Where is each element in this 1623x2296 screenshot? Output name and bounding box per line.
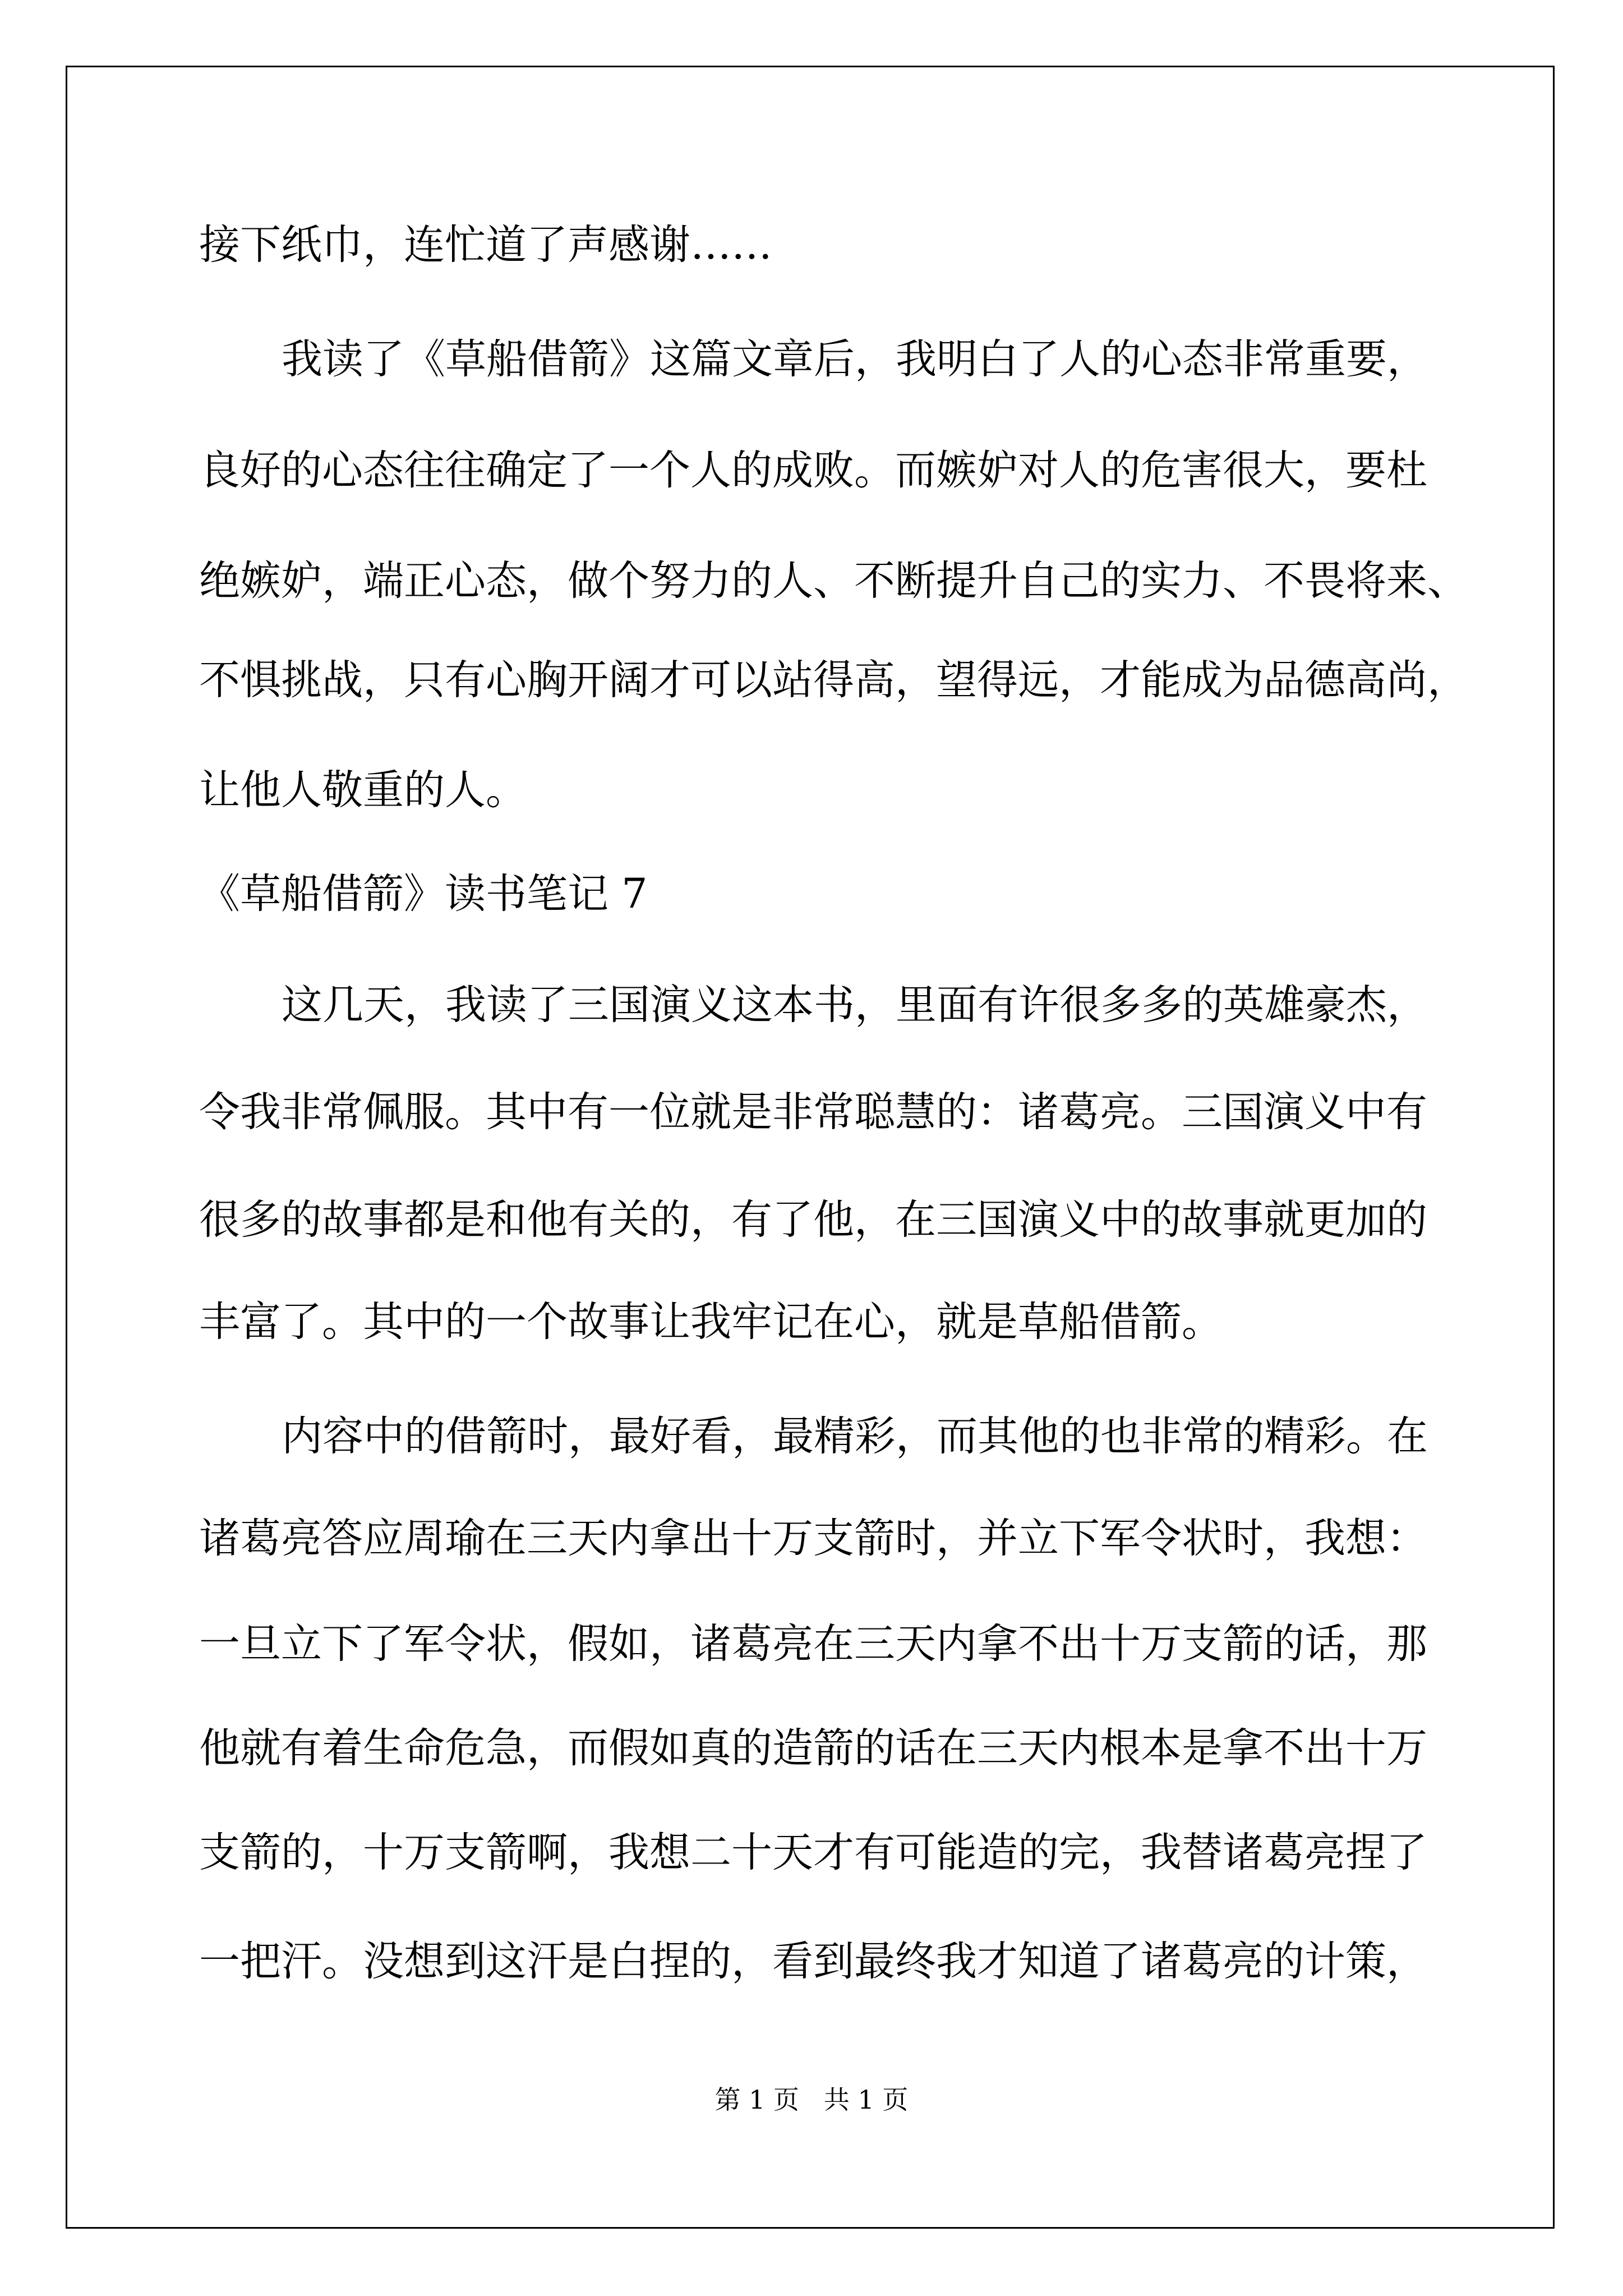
text-line-6: 让他人敬重的人。 [199,766,527,814]
page-number-footer: 第 1 页 共 1 页 [714,2085,909,2115]
text-line-9: 很多的故事都是和他有关的，有了他，在三国演义中的故事就更加的 [199,1196,1427,1244]
text-line-3: 良好的心态往往确定了一个人的成败。而嫉妒对人的危害很大，要杜 [199,447,1427,494]
page-border [66,66,1555,2229]
text-line-11: 内容中的借箭时，最好看，最精彩，而其他的也非常的精彩。在 [282,1412,1428,1460]
text-line-10: 丰富了。其中的一个故事让我牢记在心，就是草船借箭。 [199,1298,1223,1346]
text-line-4: 绝嫉妒，端正心态，做个努力的人、不断提升自己的实力、不畏将来、 [199,557,1468,605]
text-line-15: 支箭的，十万支箭啊，我想二十天才有可能造的完，我替诸葛亮捏了 [199,1829,1427,1876]
text-line-5: 不惧挑战，只有心胸开阔才可以站得高，望得远，才能成为品德高尚， [199,656,1468,704]
text-line-14: 他就有着生命危急，而假如真的造箭的话在三天内根本是拿不出十万 [199,1724,1427,1772]
text-line-7: 这几天，我读了三国演义这本书，里面有许很多多的英雄豪杰， [282,981,1428,1029]
text-line-12: 诸葛亮答应周瑜在三天内拿出十万支箭时，并立下军令状时，我想： [199,1515,1427,1562]
text-line-2: 我读了《草船借箭》这篇文章后，我明白了人的心态非常重要， [282,335,1428,383]
text-line-16: 一把汗。没想到这汗是白捏的，看到最终我才知道了诸葛亮的计策， [199,1938,1427,1985]
text-line-8: 令我非常佩服。其中有一位就是非常聪慧的：诸葛亮。三国演义中有 [199,1088,1427,1136]
text-line-13: 一旦立下了军令状，假如，诸葛亮在三天内拿不出十万支箭的话，那 [199,1620,1427,1668]
section-heading: 《草船借箭》读书笔记 7 [199,870,648,918]
text-line-1: 接下纸巾，连忙道了声感谢…… [199,221,772,269]
